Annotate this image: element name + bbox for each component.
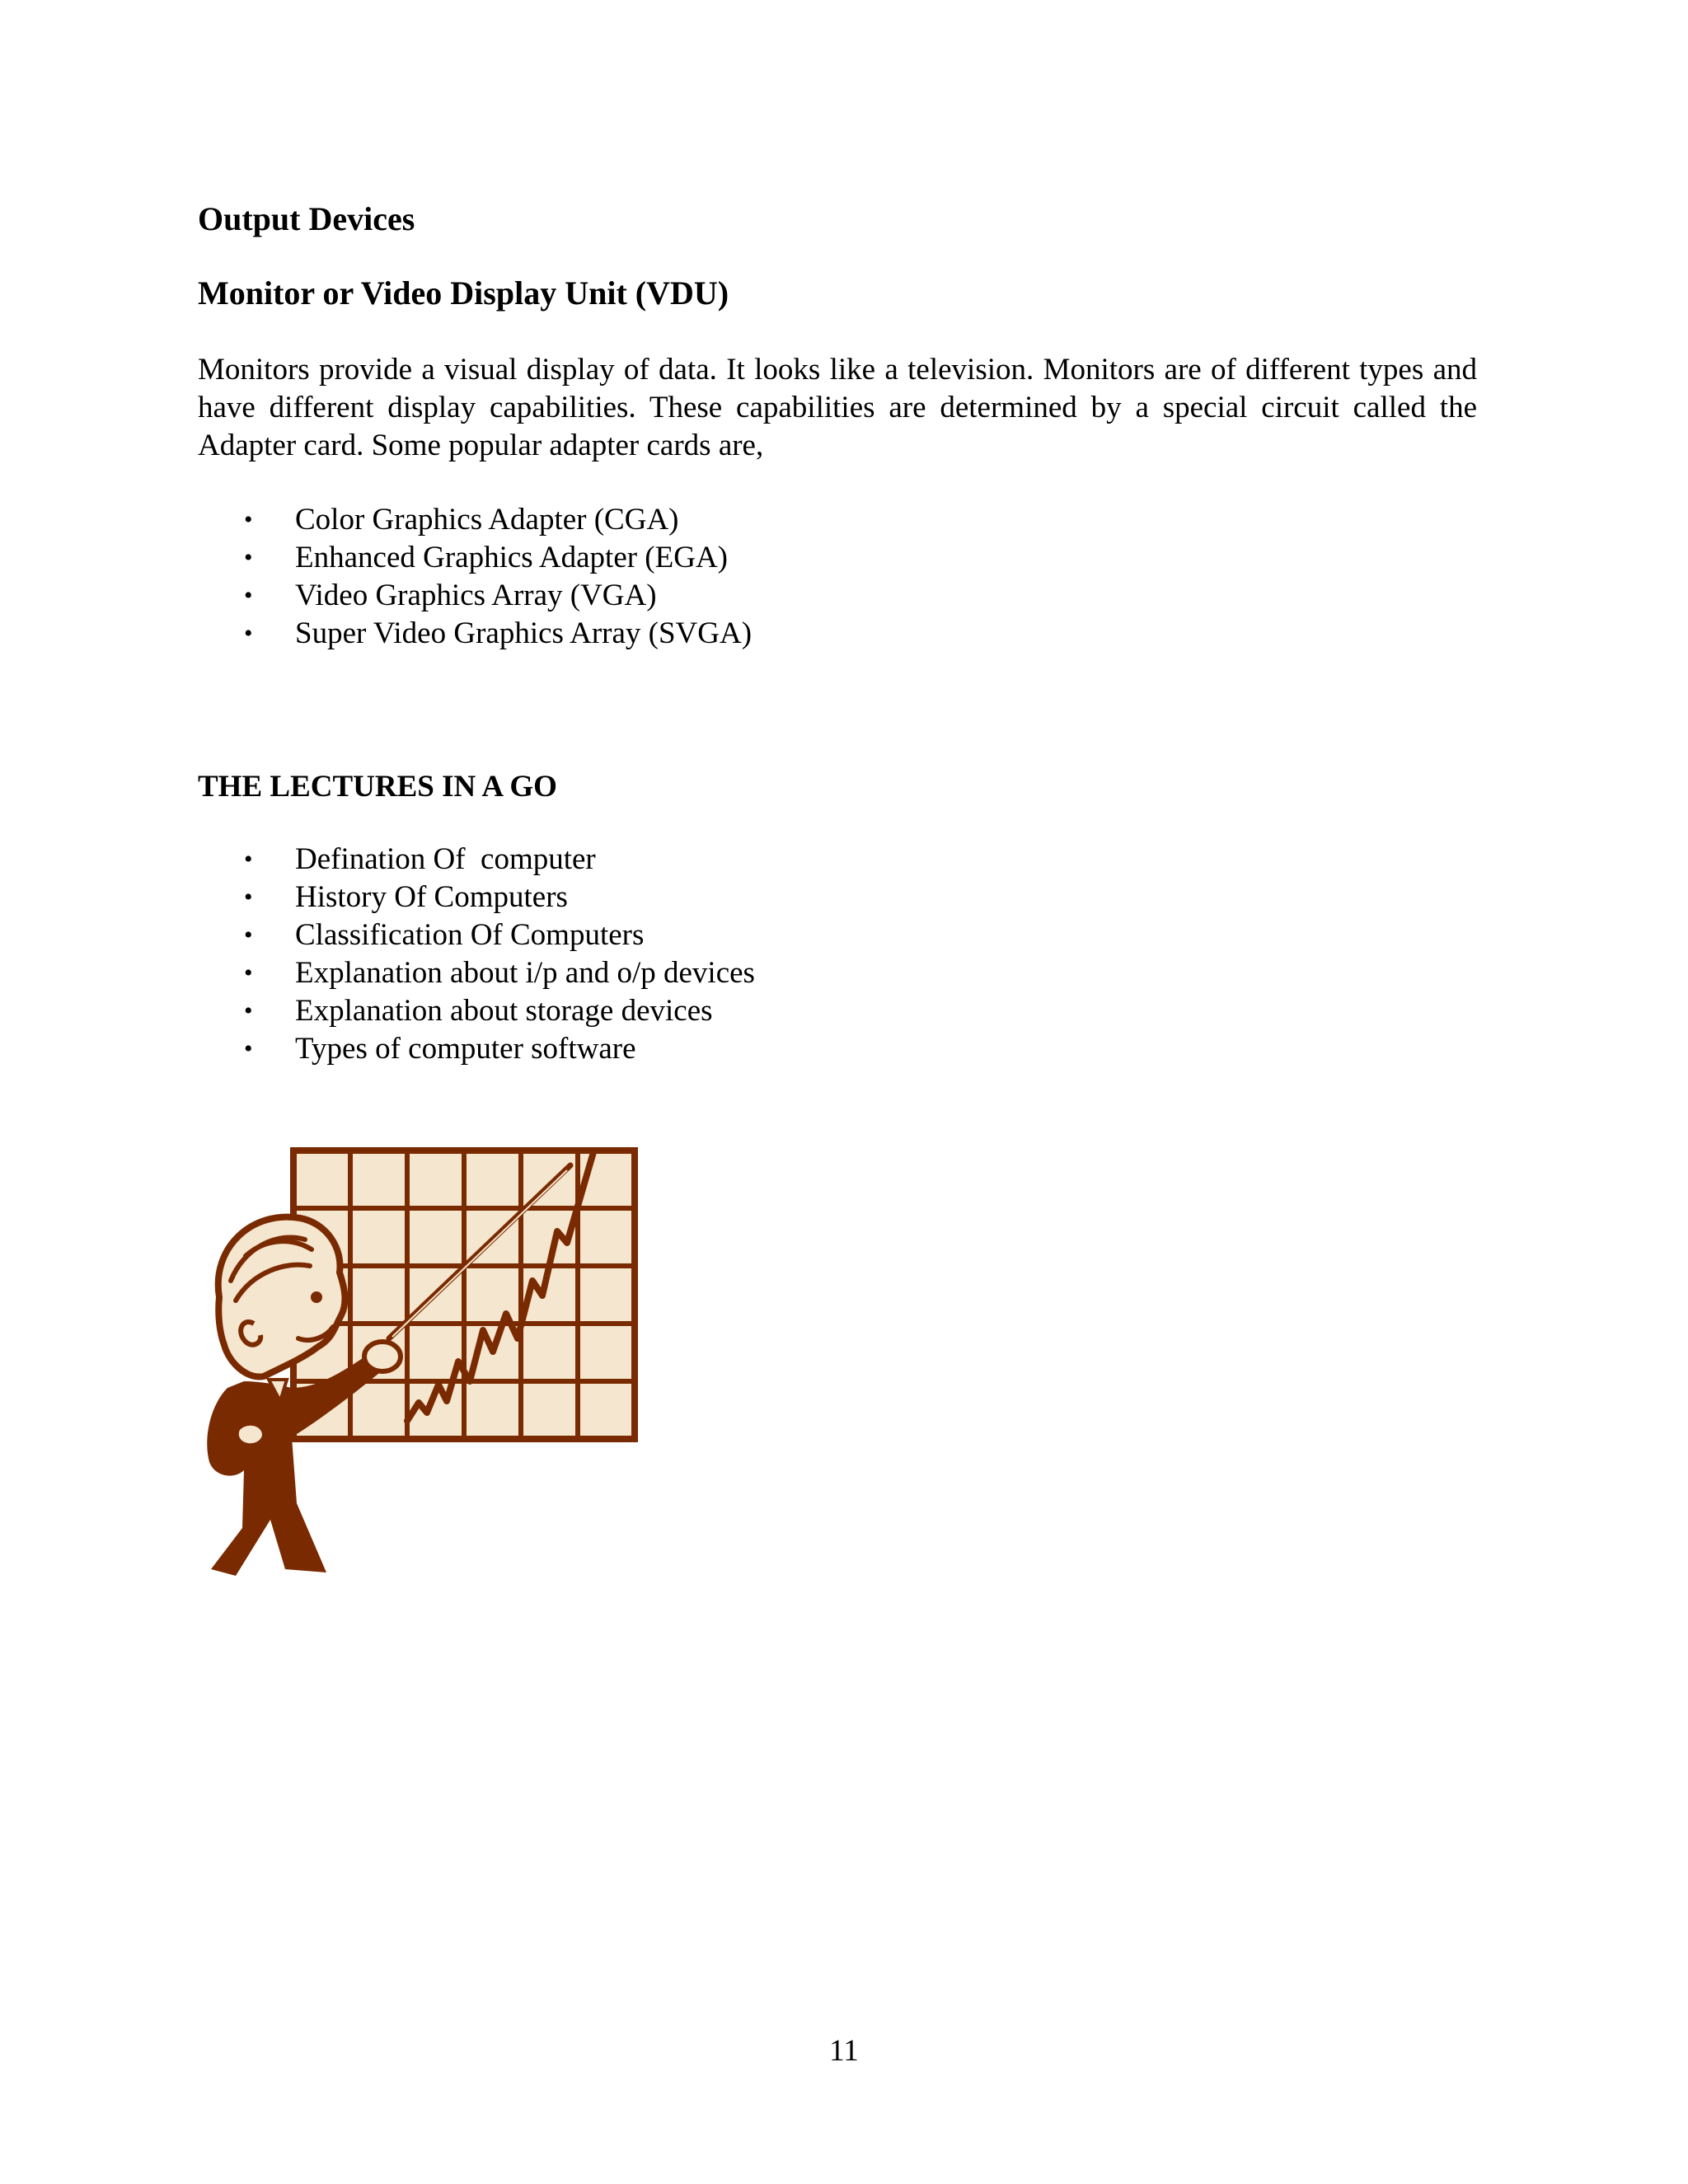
list-item-text: Explanation about storage devices (295, 994, 713, 1028)
list-item-text: Super Video Graphics Array (SVGA) (295, 616, 753, 650)
list-item-text: Defination Of computer (295, 842, 596, 876)
bullet-icon: • (244, 620, 253, 647)
monitor-description-paragraph: Monitors provide a visual display of data. It looks like a television. Monitors are of different types and have different display capabilities. These capabilities are determined by a special circuit called the Adapter card. Some popular adapter cards are, (198, 353, 1477, 462)
list-item-text: History Of Computers (295, 880, 568, 914)
page-number: 11 (829, 2034, 859, 2068)
heading-monitor-vdu: Monitor or Video Display Unit (VDU) (198, 274, 729, 312)
bullet-icon: • (244, 997, 253, 1024)
list-item-text: Classification Of Computers (295, 918, 645, 952)
list-item-text: Explanation about i/p and o/p devices (295, 956, 755, 990)
heading-lectures-in-a-go: THE LECTURES IN A GO (198, 770, 557, 804)
bullet-icon: • (244, 1035, 253, 1062)
presenter-with-chart-icon (195, 1141, 646, 1586)
bullet-icon: • (244, 959, 253, 987)
bullet-icon: • (244, 544, 253, 571)
presenter-body (207, 1355, 379, 1576)
list-item-text: Video Graphics Array (VGA) (295, 579, 657, 612)
list-item-text: Enhanced Graphics Adapter (EGA) (295, 541, 728, 574)
bullet-icon: • (244, 582, 253, 609)
list-item-text: Color Graphics Adapter (CGA) (295, 503, 679, 537)
bullet-icon: • (244, 506, 253, 533)
bullet-icon: • (244, 921, 253, 949)
bullet-icon: • (244, 846, 253, 873)
heading-output-devices: Output Devices (198, 200, 415, 237)
bullet-icon: • (244, 883, 253, 911)
list-item-text: Types of computer software (295, 1032, 636, 1066)
